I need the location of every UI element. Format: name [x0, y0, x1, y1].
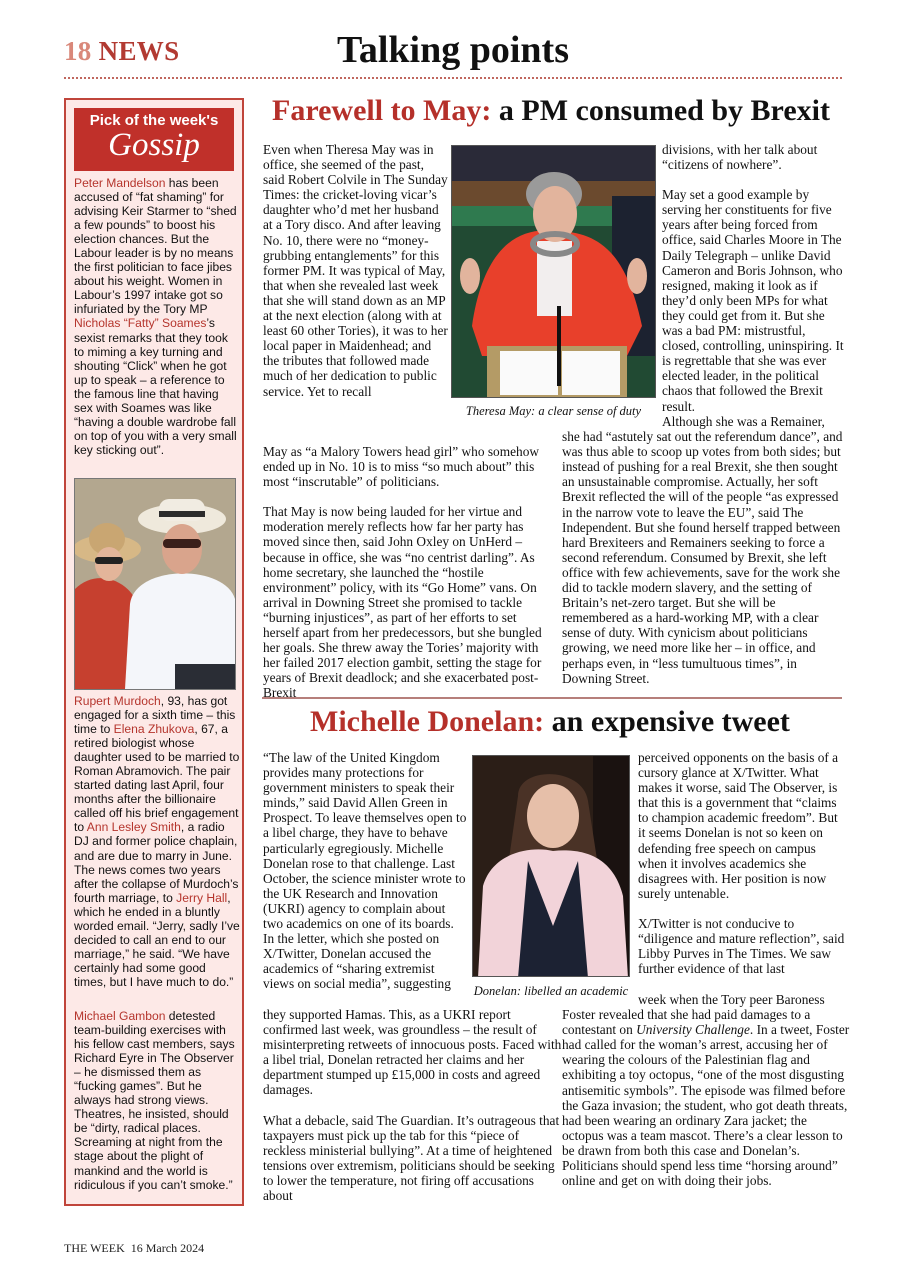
- photo-caption-donelan: Donelan: libelled an academic: [473, 984, 629, 998]
- gossip-item-mandelson: Peter Mandelson has been accused of “fat shaming” for advising Keir Starmer to “shed a few pounds” to boost his election chances. But the Labour leader is by no means the first politician to face jibes about his weight. Women in Labour’s 1997 intake got so infuriated by the Tory MP Nicholas “Fatty” Soames’s sexist remarks that they took to miming a key turning and shouting “Click” when he got up to speak – a reference to the famous line that having sex with Soames was like “having a double wardrobe fall on top of you with a very small key sticking out”.: [74, 176, 237, 457]
- person-link[interactable]: Peter Mandelson: [74, 176, 166, 190]
- header-divider: [64, 77, 842, 79]
- page-title: Talking points: [336, 29, 569, 71]
- gossip-sidebar: [64, 98, 244, 1206]
- donelan-photo: [472, 755, 630, 977]
- article-headline-donelan: Michelle Donelan: an expensive tweet: [310, 705, 790, 738]
- article-may-col2-top: divisions, with her talk about “citizens of nowhere”. May set a good example by serving her constituents for five years after being forced from office, said Charles Moore in The Daily Telegraph – unlike David Cameron and Boris Johnson, who resigned, making it look as if they’d only been MPs for what they could get from it. But she was a bad PM: mistrustful, closed, controlling, uninspiring. It is regrettable that she was ever elected leader, in the political chaos that followed the Brexit result.: [662, 142, 844, 414]
- murdoch-photo: [74, 478, 236, 690]
- article-divider: [262, 697, 842, 699]
- article-may-col1-bottom: May as “a Malory Towers head girl” who somehow ended up in No. 10 is to miss “so much about” this most “inscrutable” of politicians. That May is now being lauded for her virtue and moderation merely reflects how far her party has moved since then, said John Oxley on UnHerd – because in office, she was “no centrist darling”. As home secretary, she launched the “hostile environment” policy, with its “Go Home” vans. On arrival in Downing Street she promised to tackle “burning injustices”, as part of her efforts to set herself apart from her predecessors, but she bungled her goals. She threw away the Tories’ majority with her failed 2017 election gambit, setting the stage for years of Brexit deadlock; and she exacerbated post-Brexit: [263, 444, 542, 701]
- article-donelan-col1-bottom: they supported Hamas. This, as a UKRI report confirmed last week, was groundless – the result of misinterpreting retweets of innocuous posts. Faced with a libel trial, Donelan retracted her claims and her department stumped up £15,000 in costs and agreed damages. What a debacle, said The Guardian. It’s outrageous that taxpayers must pick up the tab for this “piece of reckless ministerial bullying”. At a time of heightened tensions over extremism, politicians should be seeking to lower the temperature, not firing off accusations about: [263, 1007, 562, 1204]
- person-link[interactable]: Nicholas “Fatty” Soames: [74, 316, 207, 331]
- photo-placeholder-icon: [473, 756, 630, 977]
- photo-caption-may: Theresa May: a clear sense of duty: [465, 404, 642, 418]
- person-link[interactable]: Rupert Murdoch: [74, 694, 161, 708]
- theresa-may-photo: [451, 145, 656, 398]
- section-name: NEWS: [98, 36, 180, 66]
- gossip-banner-title: Gossip: [108, 127, 200, 163]
- article-may-col1-top: Even when Theresa May was in office, she seemed of the past, said Robert Colvile in The Sunday Times: the cricket-loving vicar’s daughter who’d met her husband at a Tory disco. And after leaving No. 10, there were no “money-grubbing entanglements” for this former PM. It was typical of May, that when she revealed last week that she will stand down as an MP at the next election (along with at least 60 other Tories), it was to her local paper in Maidenhead; and the tributes that followed made much of her dedication to public service. Yet to recall: [263, 142, 448, 399]
- article-headline-may: Farewell to May: a PM consumed by Brexit: [272, 94, 830, 127]
- photo-placeholder-icon: [452, 146, 656, 398]
- person-link[interactable]: Ann Lesley Smith: [86, 820, 181, 835]
- article-donelan-col1-top: “The law of the United Kingdom provides many protections for government ministers to speak their minds,” said David Allen Green in Prospect. To leave themselves open to a libel charge, they have to behave particularly egregiously. Michelle Donelan rose to that challenge. Last October, the science minister wrote to the UK Research and Innovation (UKRI) agency to complain about two academics on one of its boards. In the letter, which she posted on X/Twitter, Donelan accused the academics of “sharing extremist views on social media”, suggesting: [263, 750, 467, 992]
- article-donelan-col2-bottom: week when the Tory peer Baroness Foster revealed that she had paid damages to a contestant on University Challenge. In a tweet, Foster had called for the woman’s arrest, accusing her of wearing the colours of the Palestinian flag and exhibiting a toy octopus, “one of the most disgusting antisemitic symbols”. The episode was filmed before the Gaza invasion; the student, who got death threats, had been wearing an ordinary Zara jacket; the octopus was a team mascot. There’s a clear lesson to be drawn from both this case and Donelan’s. Politicians should spend less time “horsing around” online and get on with doing their jobs.: [562, 992, 850, 1189]
- gossip-banner-subtitle: Pick of the week's: [89, 112, 219, 129]
- person-link[interactable]: Michael Gambon: [74, 1009, 166, 1023]
- footer: [64, 1241, 204, 1256]
- person-link[interactable]: Jerry Hall: [176, 890, 228, 905]
- gossip-item-murdoch: Rupert Murdoch, 93, has got engaged for a sixth time – this time to Elena Zhukova, 67, a retired biologist whose daughter used to be married to Roman Abramovich. The pair started dating last April, four months after the billionaire called off his brief engagement to Ann Lesley Smith, a radio DJ and former police chaplain, and are due to marry in June. The news comes two years after the collapse of Murdoch’s fourth marriage, to Jerry Hall, which he ended in a bluntly worded email. “Jerry, sadly I’ve decided to call an end to our marriage,” he said. “We have certainly had some good times, but I have much to do.”: [74, 694, 240, 989]
- article-may-col2-bottom: Although she was a Remainer, she had “astutely sat out the referendum dance”, and was thus able to scoop up votes from both sides; but instead of pushing for a real Brexit, she then sought an unsustainable compromise. Actually, her soft Brexit reflected the will of the people “as expressed in the narrow vote to leave the EU”, said The Independent. But she found herself trapped between hard Brexiteers and Remainers seeking to force a second referendum. Consumed by Brexit, she left office with few achievements, save for the work she did to tackle modern slavery, and the setting of Britain’s net-zero target. But she will be remembered as a hard-working MP, with a clear sense of duty. With cynicism about politicians growing, we need more like her – in office, and perhaps even, in “less tumultuous times”, in Downing Street.: [562, 414, 843, 686]
- page-number: 18: [64, 36, 92, 66]
- publication-name: THE WEEK: [64, 1241, 125, 1255]
- person-link[interactable]: Elena Zhukova: [113, 722, 195, 737]
- article-donelan-col2-top: perceived opponents on the basis of a cursory glance at X/Twitter. What makes it worse, said The Observer, is that this is a government that “claims to champion academic freedom”. But it seems Donelan is not so keen on defending free speech on campus when it involves academics she disagrees with. Her position is now surely untenable. X/Twitter is not conducive to “diligence and mature reflection”, said Libby Purves in The Times. We saw further evidence of that last: [638, 750, 845, 977]
- photo-placeholder-icon: [75, 479, 235, 689]
- issue-date: 16 March 2024: [130, 1241, 205, 1255]
- gossip-item-gambon: Michael Gambon detested team-building exercises with his fellow cast members, says Richard Eyre in The Observer – he dismissed them as “fucking games”. But he always had strong views. Theatres, he insisted, should be “dirty, radical places. Screaming at night from the stage about the plight of mankind and the world is ridiculous if you can’t smoke.”: [74, 1009, 235, 1192]
- gossip-banner: [74, 108, 234, 171]
